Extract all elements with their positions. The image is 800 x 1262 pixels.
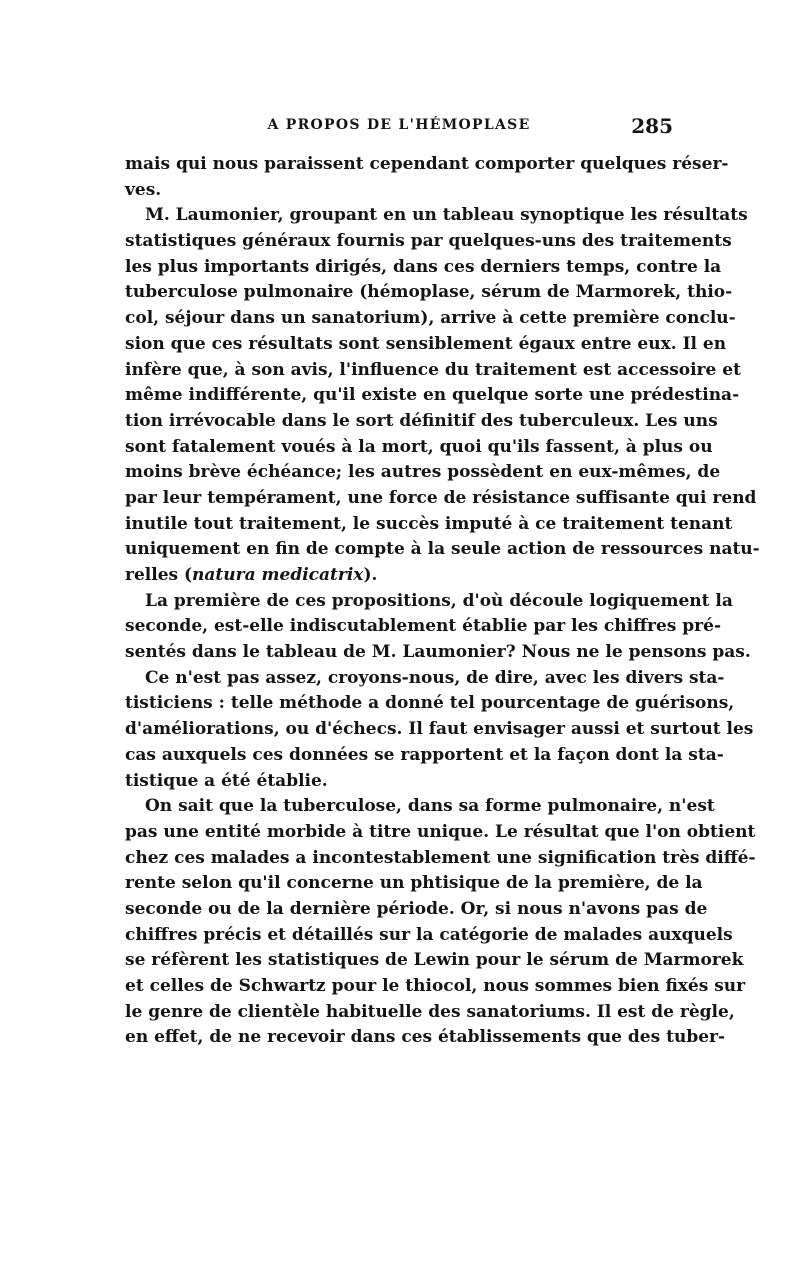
page-number: 285	[631, 114, 673, 138]
text-line: statistiques généraux fournis par quelques-uns des traitements	[125, 231, 732, 252]
text-line: par leur tempérament, une force de résistance suffisante qui rend	[125, 487, 757, 508]
text-line: La première de ces propositions, d'où découle logiquement la	[145, 590, 733, 611]
text-line: seconde, est-elle indiscutablement établie par les chiffres pré-	[125, 616, 722, 637]
text-line: col, séjour dans un sanatorium), arrive à cette première conclu-	[125, 308, 736, 329]
text-line: chiffres précis et détaillés sur la catégorie de malades auxquels	[125, 924, 733, 945]
text-line: seconde ou de la dernière période. Or, si nous n'avons pas de	[125, 898, 708, 919]
text-line: chez ces malades a incontestablement une signification très diffé-	[125, 847, 756, 868]
text-line: les plus importants dirigés, dans ces derniers temps, contre la	[125, 256, 722, 277]
text-line: se réfèrent les statistiques de Lewin pour le sérum de Marmorek	[125, 950, 744, 971]
text-line: sentés dans le tableau de M. Laumonier? Nous ne le pensons pas.	[125, 642, 751, 663]
text-line: pas une entité morbide à titre unique. Le résultat que l'on obtient	[125, 821, 756, 842]
text-line: en effet, de ne recevoir dans ces établissements que des tuber-	[125, 1027, 726, 1048]
text-line: tion irrévocable dans le sort définitif des tuberculeux. Les uns	[125, 410, 718, 431]
text-line: rente selon qu'il concerne un phtisique de la première, de la	[125, 873, 703, 894]
text-line: et celles de Schwartz pour le thiocol, nous sommes bien fixés sur	[125, 976, 746, 996]
text-line: tistique a été établie.	[125, 770, 328, 791]
italic-phrase: natura medicatrix	[192, 565, 364, 585]
text-line: même indifférente, qu'il existe en quelque sorte une prédestina-	[125, 385, 740, 406]
page-header	[125, 114, 673, 144]
text-line: infère que, à son avis, l'influence du traitement est accessoire et	[125, 359, 741, 380]
text-line: M. Laumonier, groupant en un tableau synoptique les résultats	[145, 205, 748, 226]
running-title: A PROPOS DE L'HÉMOPLASE	[267, 117, 531, 133]
text-line: mais qui nous paraissent cependant comporter quelques réser-	[125, 154, 729, 174]
text-line: moins brève échéance; les autres possèdent en eux-mêmes, de	[125, 462, 721, 483]
text-line: uniquement en fin de compte à la seule action de ressources natu-	[125, 539, 760, 560]
text-line: tuberculose pulmonaire (hémoplase, sérum de Marmorek, thio-	[125, 282, 733, 303]
text-line: On sait que la tuberculose, dans sa forme pulmonaire, n'est	[145, 796, 715, 817]
text-line: d'améliorations, ou d'échecs. Il faut envisager aussi et surtout les	[125, 719, 754, 740]
text-line: ves.	[125, 179, 162, 200]
text-line: sont fatalement voués à la mort, quoi qu'ils fassent, à plus ou	[125, 436, 713, 457]
body-text	[125, 152, 760, 1051]
text-line: cas auxquels ces données se rapportent et la façon dont la sta-	[125, 744, 724, 765]
text-line: le genre de clientèle habituelle des sanatoriums. Il est de règle,	[125, 1001, 735, 1022]
text-line: Ce n'est pas assez, croyons-nous, de dire, avec les divers sta-	[145, 667, 725, 688]
text-line: inutile tout traitement, le succès imputé à ce traitement tenant	[125, 513, 733, 534]
text-line: tisticiens : telle méthode a donné tel pourcentage de guérisons,	[125, 693, 735, 714]
text-line: relles (natura medicatrix).	[125, 565, 378, 585]
text-line: sion que ces résultats sont sensiblement égaux entre eux. Il en	[125, 333, 727, 354]
